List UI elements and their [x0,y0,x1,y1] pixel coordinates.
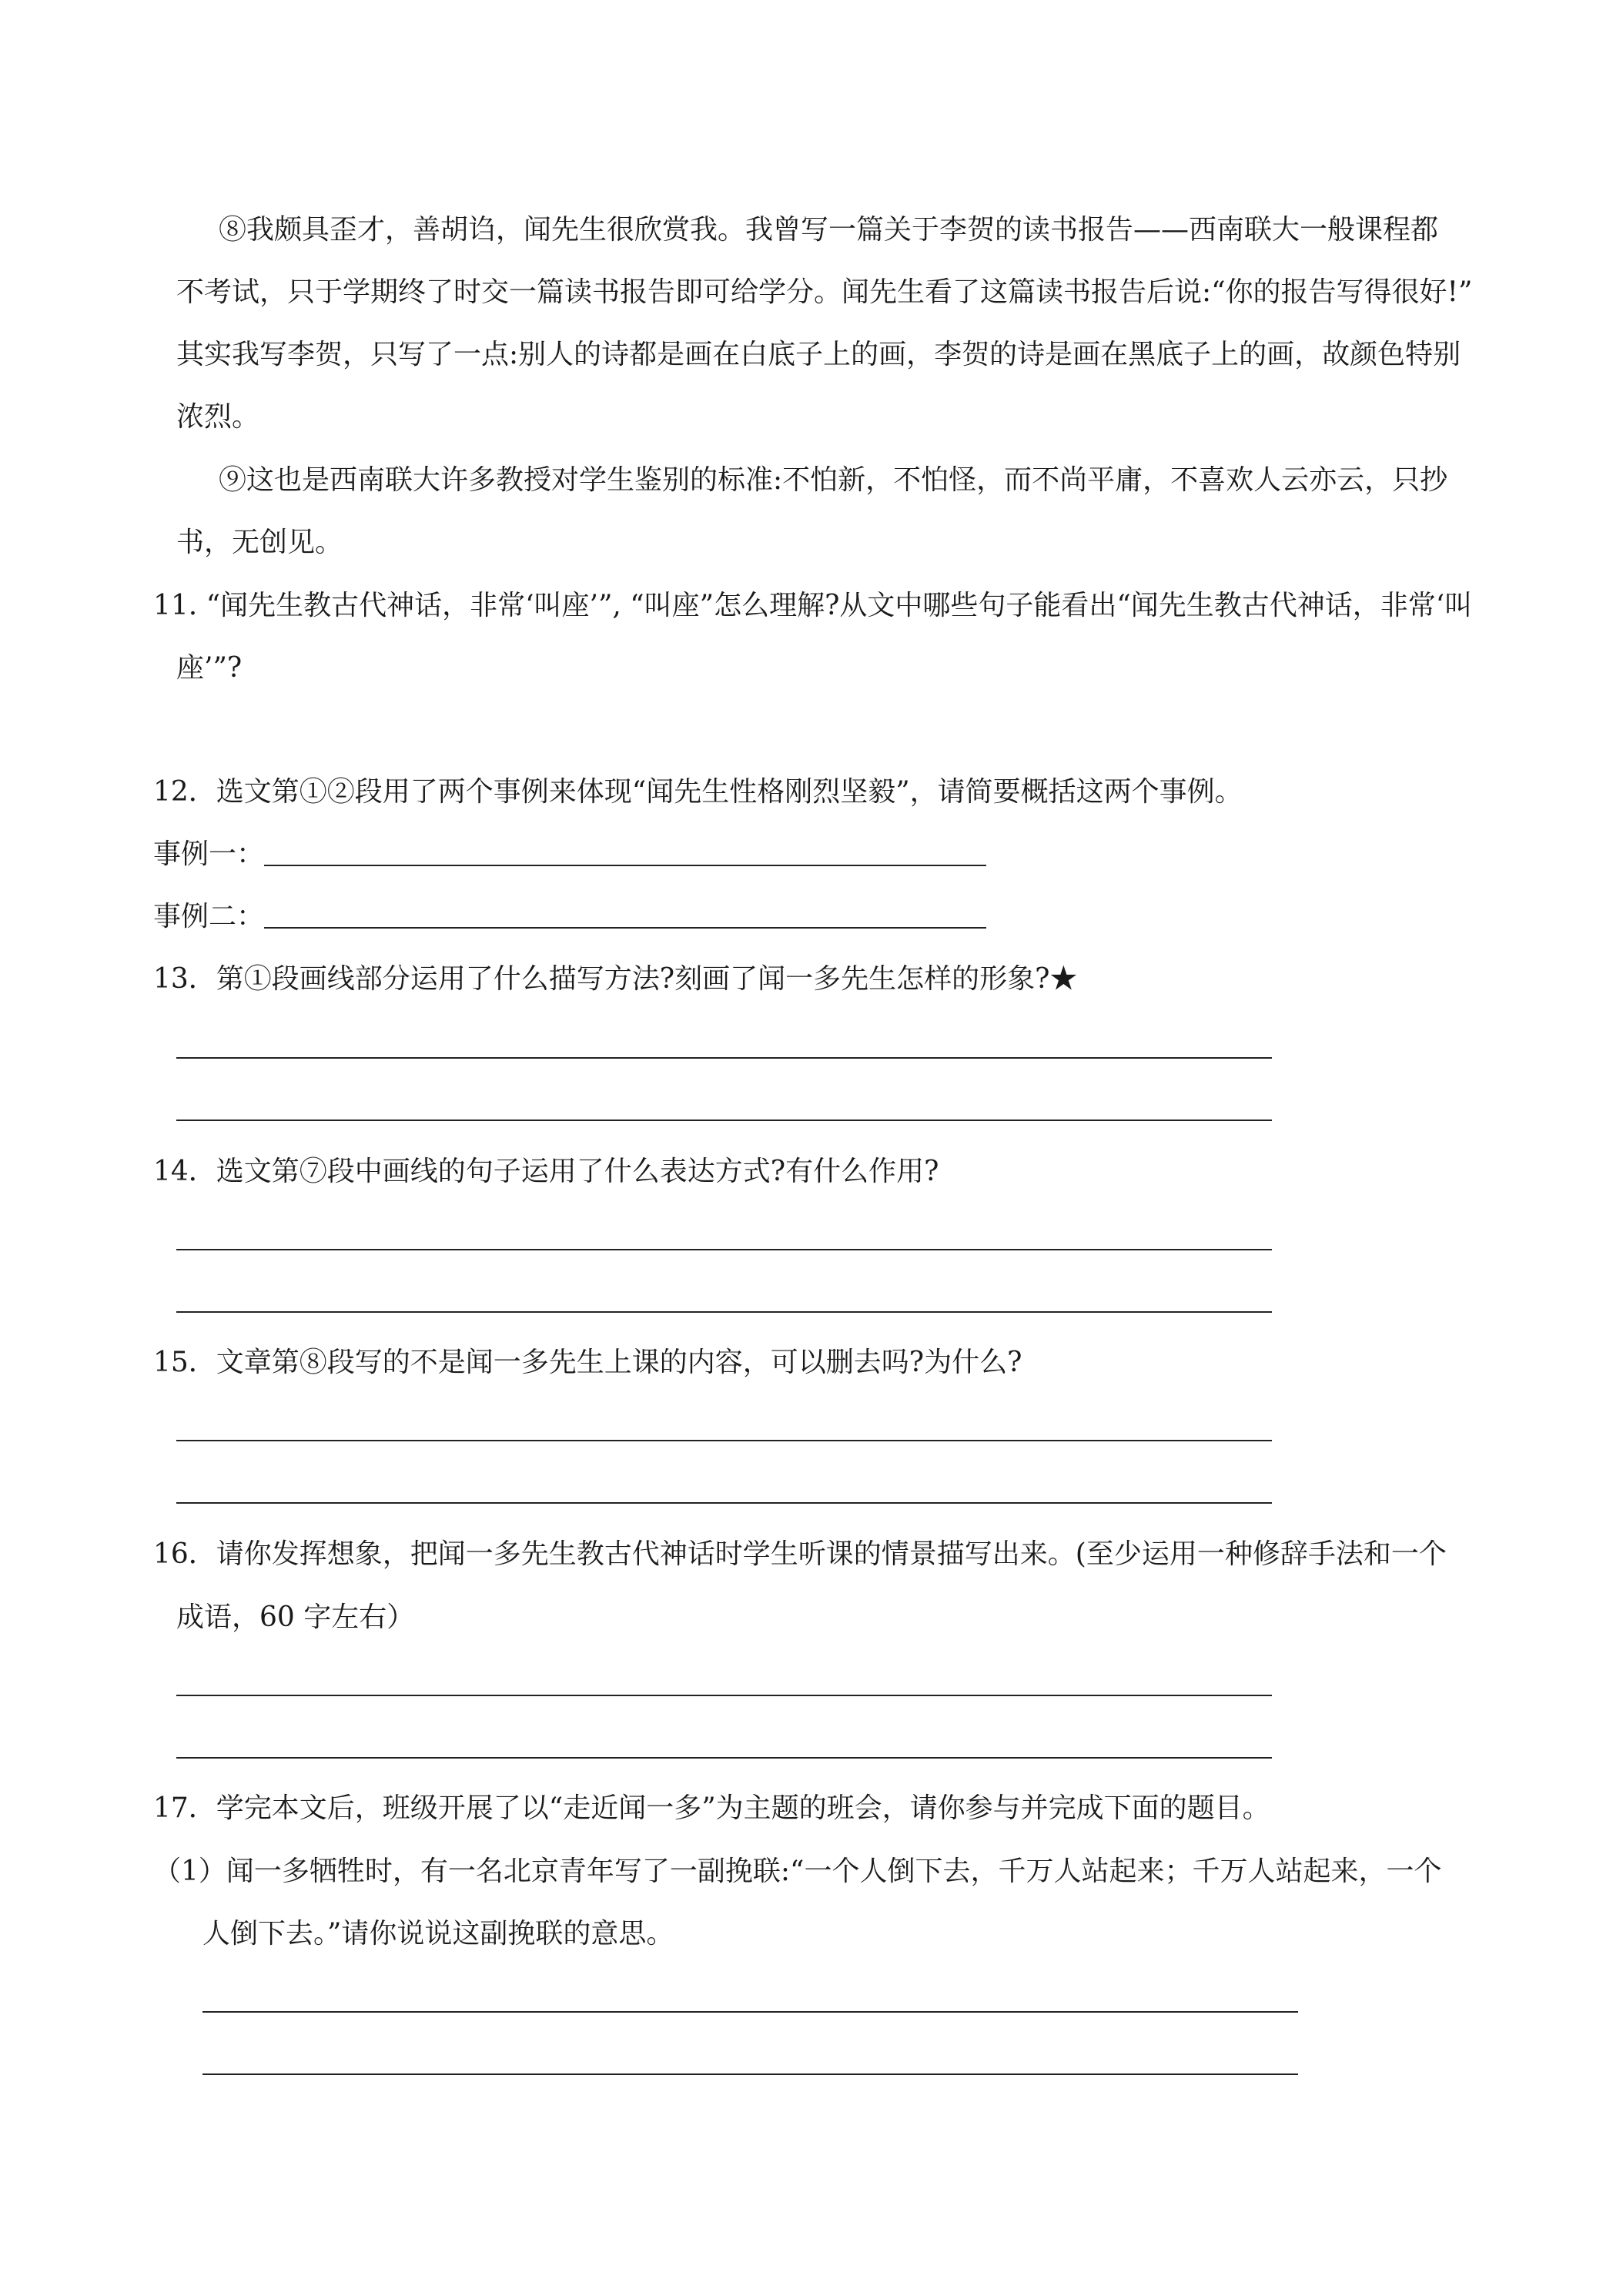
passage-p9-line-1: ⑨这也是西南联大许多教授对学生鉴别的标准:不怕新，不怕怪，而不尚平庸，不喜欢人云亦云，只抄 [219,464,1448,496]
example-1-label: 事例一： [153,838,265,870]
question-13-stem: 13．第①段画线部分运用了什么描写方法?刻画了闻一多先生怎样的形象?★ [153,963,1078,995]
question-14-answer-line-2[interactable] [176,1311,1272,1313]
question-16-line-1: 16．请你发挥想象，把闻一多先生教古代神话时学生听课的情景描写出来。(至少运用一种修辞手法和一个 [153,1538,1447,1570]
passage-p9-line-2: 书，无创见。 [176,527,343,558]
passage-p8-line-4: 浓烈。 [176,401,260,433]
question-17-sub-1-line-1: （1）闻一多牺牲时，有一名北京青年写了一副挽联:“一个人倒下去，千万人站起来；千万人站起来，一个 [153,1856,1442,1887]
question-15-answer-line-2[interactable] [176,1502,1272,1504]
question-17-answer-line-1[interactable] [202,2011,1298,2013]
example-2-label: 事例二： [153,901,265,932]
question-16-line-2: 成语，60 字左右） [176,1602,415,1633]
question-16-answer-line-1[interactable] [176,1695,1272,1696]
question-13-answer-line-1[interactable] [176,1057,1272,1059]
question-15-answer-line-1[interactable] [176,1440,1272,1441]
passage-p8-line-1: ⑧我颇具歪才，善胡诌，闻先生很欣赏我。我曾写一篇关于李贺的读书报告——西南联大一般课程都 [219,214,1439,246]
question-14-answer-line-1[interactable] [176,1249,1272,1250]
question-13-answer-line-2[interactable] [176,1120,1272,1121]
example-1-answer-blank[interactable] [264,865,986,866]
question-12-example-2 [153,903,986,931]
question-12-example-1 [153,838,986,870]
question-16-answer-line-2[interactable] [176,1757,1272,1759]
question-12-stem: 12．选文第①②段用了两个事例来体现“闻先生性格刚烈坚毅”，请简要概括这两个事例。 [153,776,1243,808]
example-2-answer-blank[interactable] [264,927,986,929]
question-15-stem: 15．文章第⑧段写的不是闻一多先生上课的内容，可以删去吗?为什么? [153,1347,1022,1378]
question-17-answer-line-2[interactable] [202,2073,1298,2075]
question-17-sub-1-line-2: 人倒下去。”请你说说这副挽联的意思。 [202,1918,674,1950]
question-11-line-2: 座’”? [176,652,243,684]
passage-p8-line-3: 其实我写李贺，只写了一点:别人的诗都是画在白底子上的画，李贺的诗是画在黑底子上的画，故颜色特别 [176,339,1461,370]
question-17-stem: 17．学完本文后，班级开展了以“走近闻一多”为主题的班会，请你参与并完成下面的题目。 [153,1792,1270,1824]
question-14-stem: 14．选文第⑦段中画线的句子运用了什么表达方式?有什么作用? [153,1156,939,1187]
passage-p8-line-2: 不考试，只于学期终了时交一篇读书报告即可给学分。闻先生看了这篇读书报告后说:“你的报告写得很好!” [176,276,1473,308]
question-11-line-1: 11. “闻先生教古代神话，非常‘叫座’”, “叫座”怎么理解?从文中哪些句子能看出“闻先生教古代神话，非常‘叫 [153,590,1473,621]
